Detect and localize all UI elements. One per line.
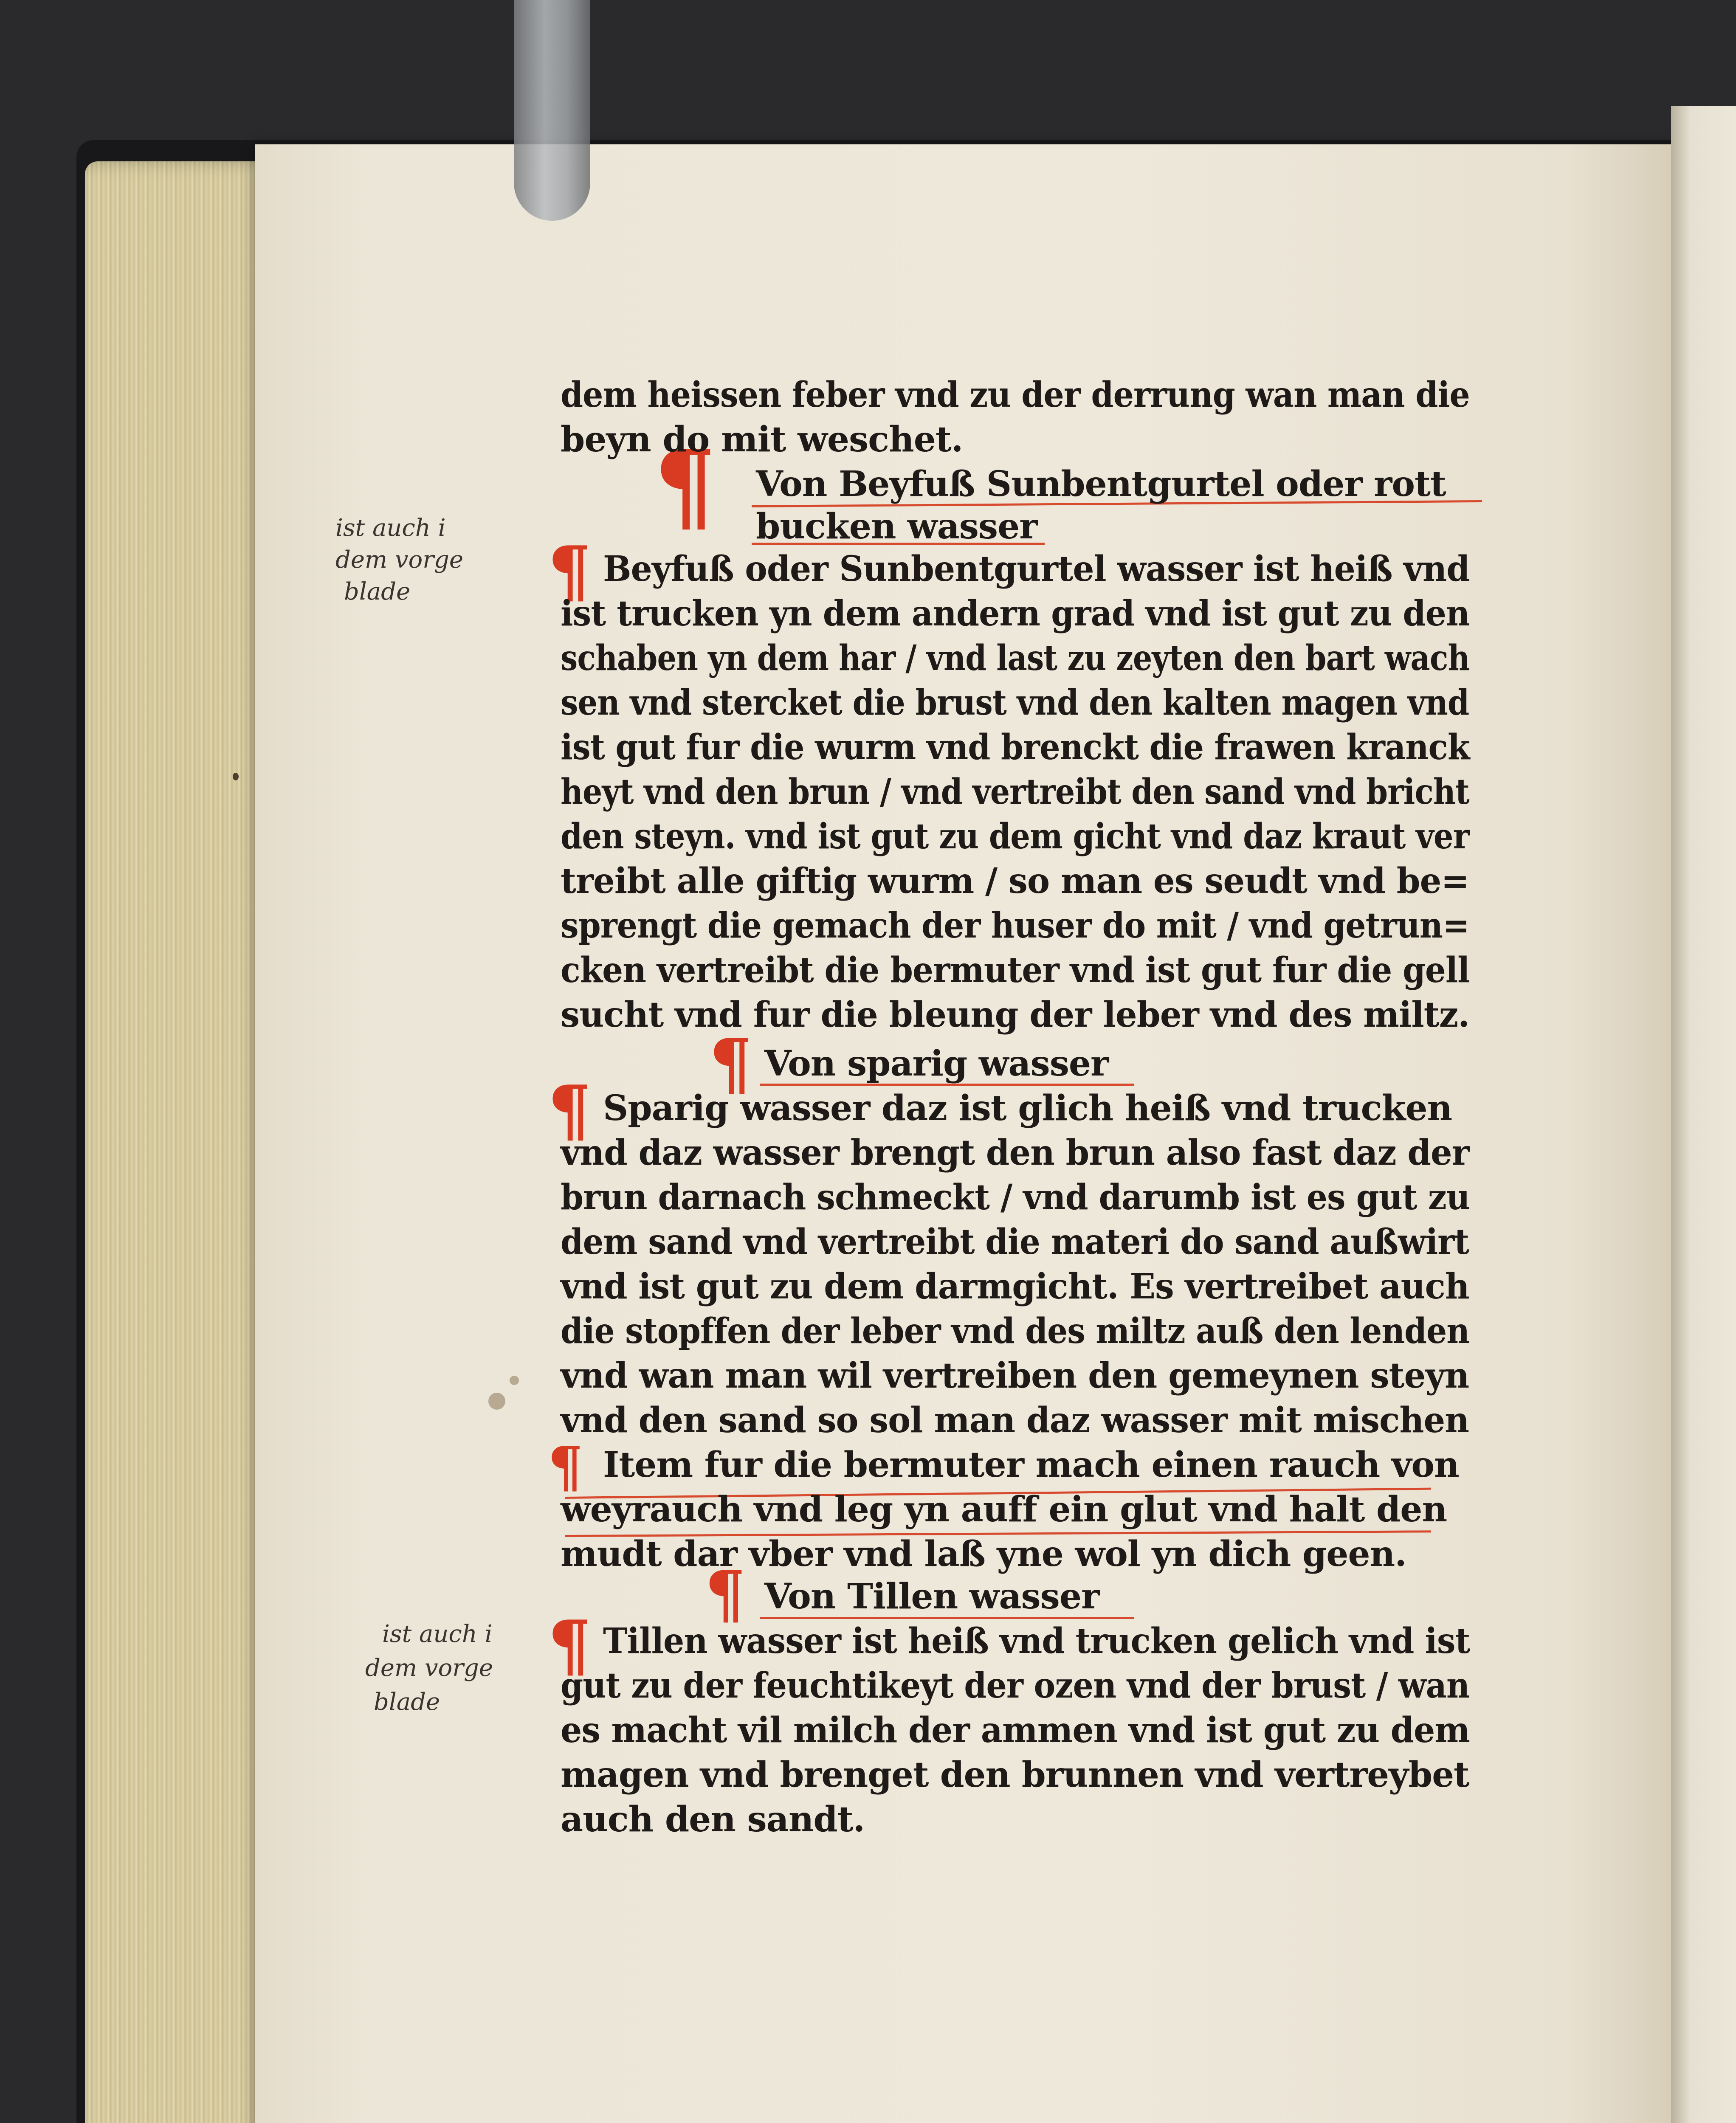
paper-stain [233,773,239,780]
paper-stain [510,1376,519,1385]
rubric-pilcrow-2: ¶ [548,531,591,611]
margin-note-1-line-2: dem vorge [335,546,463,574]
heading-line: bucken wasser [756,506,1037,547]
text-line: heyt vnd den brun / vnd vertreibt den sand vnd bricht [561,771,1469,812]
text-line: dem sand vnd vertreibt die materi do sand außwirt [561,1222,1469,1262]
rubric-pilcrow-4: ¶ [548,1070,591,1150]
text-line: ist gut fur die wurm vnd brenckt die frawen kranck [561,727,1470,768]
rubric-pilcrow-6: ¶ [705,1557,746,1632]
text-line: es macht vil milch der ammen vnd ist gut zu dem [561,1710,1470,1751]
heading-line: Von sparig wasser [764,1043,1109,1084]
text-line: mudt dar vber vnd laß yne wol yn dich geen. [561,1534,1406,1574]
text-line: dem heissen feber vnd zu der derrung wan man die [561,374,1470,415]
text-line: sprengt die gemach der huser do mit / vnd getrun= [561,905,1469,946]
page-edges [85,161,268,2123]
text-line: sucht vnd fur die bleung der leber vnd des miltz. [561,994,1470,1035]
text-line: den steyn. vnd ist gut zu dem gicht vnd daz kraut ver [561,816,1469,857]
text-line: weyrauch vnd leg yn auff ein glut vnd halt den [561,1489,1447,1530]
text-line: treibt alle giftig wurm / so man es seudt vnd be= [561,861,1469,901]
text-line: vnd den sand so sol man daz wasser mit mischen [561,1400,1469,1441]
margin-note-2-line-2: dem vorge [365,1654,493,1682]
text-line: cken vertreibt die bermuter vnd ist gut fur die gell [561,950,1470,991]
rubric-pilcrow-1: ¶ [654,429,716,543]
text-line: Item fur die bermuter mach einen rauch von [603,1444,1459,1485]
heading-line: Von Beyfuß Sunbentgurtel oder rott [756,464,1446,504]
text-line: gut zu der feuchtikeyt der ozen vnd der brust / wan [561,1665,1470,1706]
text-line: vnd daz wasser brengt den brun also fast daz der [561,1132,1469,1173]
text-line: brun darnach schmeckt / vnd darumb ist es gut zu [561,1177,1470,1218]
text-line: vnd wan man wil vertreiben den gemeynen steyn [561,1355,1469,1396]
margin-note-2-line-1: ist auch i [382,1620,493,1648]
text-line: magen vnd brenget den brunnen vnd vertreybet [561,1754,1469,1795]
text-line: sen vnd stercket die brust vnd den kalten magen vnd [561,682,1469,723]
text-line: auch den sandt. [561,1799,865,1840]
text-line: vnd ist gut zu dem darmgicht. Es vertreibet auch [561,1266,1469,1307]
text-line: Sparig wasser daz ist glich heiß vnd trucken [603,1088,1452,1129]
text-line: Beyfuß oder Sunbentgurtel wasser ist heiß vnd [603,549,1470,589]
rubric-pilcrow-5: ¶ [548,1434,583,1499]
text-line: ist trucken yn dem andern grad vnd ist gut zu den [561,593,1470,634]
book-clip-top [514,0,590,221]
text-line: beyn do mit weschet. [561,419,963,460]
paper-stain [488,1393,505,1410]
rubric-pilcrow-7: ¶ [548,1605,591,1685]
margin-note-2-line-3: blade [374,1688,440,1716]
text-line: die stopffen der leber vnd des miltz auß den lenden [561,1311,1470,1352]
margin-note-1-line-3: blade [344,578,411,605]
text-line: schaben yn dem har / vnd last zu zeyten den bart wach [561,638,1470,679]
text-line: Tillen wasser ist heiß vnd trucken gelich vnd ist [603,1621,1470,1661]
rubric-pilcrow-3: ¶ [709,1024,752,1104]
heading-line: Von Tillen wasser [764,1576,1099,1617]
facing-page-edge [1671,106,1736,2123]
margin-note-1-line-1: ist auch i [335,514,446,542]
